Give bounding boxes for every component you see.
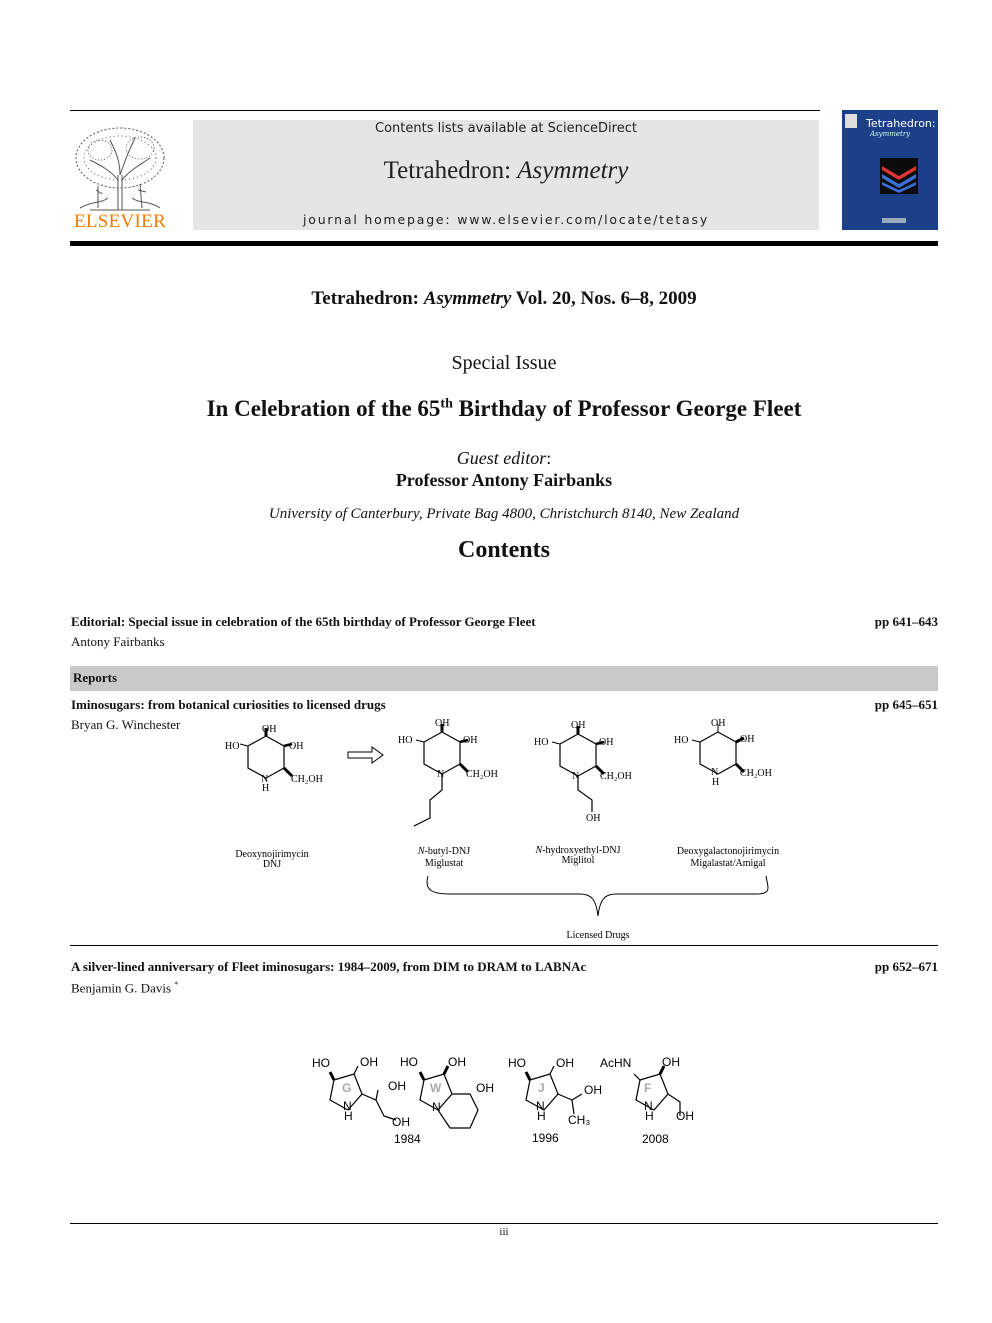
graphical-abstract-fleet-iminosugars <box>300 1050 720 1154</box>
article-author: Antony Fairbanks <box>71 634 165 649</box>
label-oh: OH <box>740 734 755 745</box>
label-ch2oh: CH₂OH <box>291 774 323 785</box>
article-author: Benjamin G. Davis * <box>71 980 179 996</box>
structure-ring-j <box>526 1066 582 1114</box>
ring-letter: J <box>538 1081 545 1095</box>
label-oh: OH <box>360 1055 378 1069</box>
issue-theme-title: In Celebration of the 65th Birthday of Professor George Fleet <box>206 396 802 421</box>
label-ho: HO <box>225 741 240 752</box>
label-ho: HO <box>400 1055 418 1069</box>
cover-publisher-mark <box>845 114 857 128</box>
compound-drug-name: Miglustat <box>424 858 464 869</box>
label-h: H <box>344 1109 353 1123</box>
label-h: H <box>645 1109 654 1123</box>
label-h: H <box>712 777 720 788</box>
structure-ring-w <box>420 1066 478 1128</box>
article-title[interactable]: A silver-lined anniversary of Fleet iminosugars: 1984–2009, from DIM to DRAM to LABNAc <box>71 959 587 974</box>
label-ch2oh: CH₂OH <box>740 768 772 779</box>
label-n: N <box>711 767 719 778</box>
label-ho: HO <box>534 737 549 748</box>
label-oh: OH <box>448 1055 466 1069</box>
label-n: N <box>343 1099 352 1113</box>
label-ho: HO <box>508 1056 526 1070</box>
section-bar-reports <box>70 666 938 691</box>
article-author: Bryan G. Winchester <box>71 717 181 732</box>
article-title[interactable]: Iminosugars: from botanical curiosities to licensed drugs <box>71 697 386 712</box>
issue-heading: Tetrahedron: Asymmetry Vol. 20, Nos. 6–8, 2009 <box>311 288 697 309</box>
label-ho: HO <box>312 1056 330 1070</box>
article-divider <box>70 945 938 946</box>
label-achn: AcHN <box>600 1056 632 1070</box>
cover-title: Tetrahedron: <box>866 117 936 130</box>
page-number: iii <box>499 1226 509 1238</box>
label-oh: OH <box>584 1083 602 1097</box>
licensed-drugs-brace <box>427 876 768 916</box>
footer-rule <box>70 1223 938 1224</box>
label-n: N <box>536 1099 545 1113</box>
article-title[interactable]: Editorial: Special issue in celebration of the 65th birthday of Professor George Fleet <box>71 614 536 629</box>
label-oh: OH <box>662 1055 680 1069</box>
label-oh: OH <box>586 813 601 824</box>
article-pages: pp 652–671 <box>874 959 938 974</box>
article-pages: pp 645–651 <box>874 697 938 712</box>
label-n: N <box>261 774 269 785</box>
compound-name: Deoxygalactonojirimycin <box>676 846 780 857</box>
header-thick-rule <box>70 241 938 246</box>
brace-label: Licensed Drugs <box>566 930 630 941</box>
label-oh: OH <box>463 735 478 746</box>
label-oh: OH <box>392 1115 410 1129</box>
label-oh: OH <box>571 720 586 731</box>
elsevier-wordmark: ELSEVIER <box>73 211 167 232</box>
label-n: N <box>437 769 445 780</box>
compound-drug-name: Migalastat/Amigal <box>690 858 766 869</box>
section-label: Reports <box>73 670 118 685</box>
structure-n-hydroxyethyl-dnj <box>552 726 604 812</box>
special-issue-label: Special Issue <box>451 352 557 374</box>
label-h: H <box>262 783 270 794</box>
ring-letter: W <box>430 1081 442 1095</box>
ring-year: 2008 <box>642 1132 669 1146</box>
label-oh: OH <box>676 1109 694 1123</box>
label-ch2oh: CH₂OH <box>466 769 498 780</box>
journal-banner <box>193 120 819 230</box>
ring-year: 1996 <box>532 1131 559 1145</box>
transform-arrow <box>348 747 383 763</box>
label-oh: OH <box>262 724 277 735</box>
cover-subtitle: Asymmetry <box>870 130 911 138</box>
header-top-rule <box>70 110 820 111</box>
contents-heading: Contents <box>457 537 550 563</box>
structure-ring-f <box>634 1066 680 1116</box>
label-oh: OH <box>556 1056 574 1070</box>
label-n: N <box>644 1099 653 1113</box>
compound-name: N-hydroxyethyl-DNJ <box>535 845 621 856</box>
label-ho: HO <box>398 735 413 746</box>
graphical-abstract-iminosugars <box>200 712 820 944</box>
journal-cover-thumbnail <box>842 110 938 230</box>
compound-abbrev: DNJ <box>262 859 282 870</box>
guest-editor-affiliation: University of Canterbury, Private Bag 4800, Christchurch 8140, New Zealand <box>268 506 740 522</box>
compound-name: N-butyl-DNJ <box>417 846 471 857</box>
journal-title: Tetrahedron: Asymmetry <box>383 157 629 184</box>
label-ch2oh: CH₂OH <box>600 771 632 782</box>
cover-artwork <box>880 158 918 194</box>
contents-available-text: Contents lists available at ScienceDirect <box>375 121 637 136</box>
label-ch3: CH₃ <box>568 1113 591 1127</box>
guest-editor-name: Professor Antony Fairbanks <box>395 470 613 490</box>
compound-name: Deoxynojirimycin <box>235 849 309 860</box>
article-pages: pp 641–643 <box>874 614 938 629</box>
label-oh: OH <box>711 718 726 729</box>
label-oh: OH <box>435 718 450 729</box>
guest-editor-label: Guest editor: <box>456 448 552 468</box>
label-h: H <box>537 1109 546 1123</box>
label-oh: OH <box>599 737 614 748</box>
ring-letter: F <box>644 1081 652 1095</box>
structure-dnj <box>240 728 292 778</box>
label-n: N <box>572 771 580 782</box>
cover-footer-mark <box>882 218 906 223</box>
structure-ring-g <box>330 1066 396 1120</box>
label-ho: HO <box>674 735 689 746</box>
journal-homepage-link[interactable]: journal homepage: www.elsevier.com/locate/tetasy <box>302 212 710 227</box>
ring-year: 1984 <box>394 1132 421 1146</box>
label-oh: OH <box>476 1081 494 1095</box>
label-n: N <box>432 1100 441 1114</box>
compound-drug-name: Miglitol <box>561 855 595 866</box>
label-oh: OH <box>388 1079 406 1093</box>
ring-letter: G <box>342 1081 352 1095</box>
label-oh: OH <box>289 741 304 752</box>
